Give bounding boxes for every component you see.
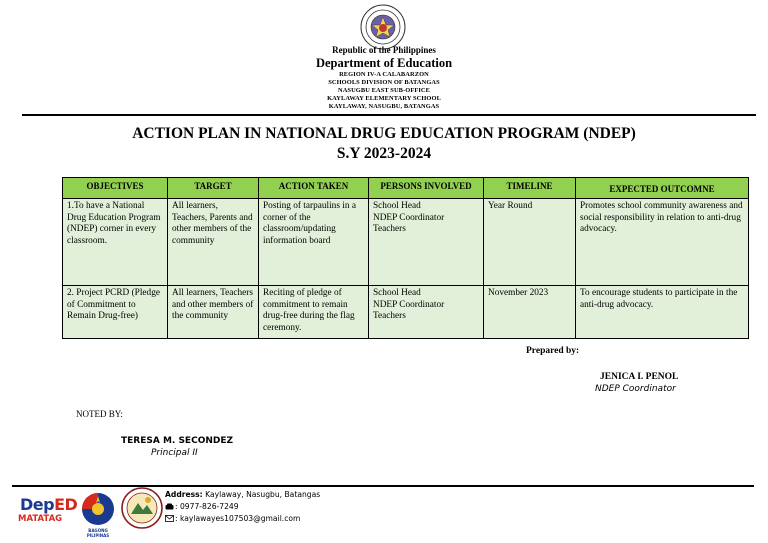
column-header: EXPECTED OUTCOMNE [576, 178, 749, 199]
column-header: OBJECTIVES [63, 178, 168, 199]
column-header: PERSONS INVOLVED [369, 178, 484, 199]
table-header-row [63, 178, 749, 199]
school-label: KAYLAWAY ELEMENTARY SCHOOL [327, 95, 441, 102]
action-cell: Posting of tarpaulins in a corner of the classroom/updating information board [259, 199, 369, 286]
deped-matatag-logo [18, 494, 78, 536]
footer-address [165, 490, 320, 499]
department-label: Department of Education [315, 56, 453, 70]
column-header: TIMELINE [484, 178, 576, 199]
outcome-cell: Promotes school community awareness and social responsibility in relation to anti-drug advocacy. [576, 199, 749, 286]
bagong-pilipinas-logo-icon [78, 490, 118, 536]
prepared-by-label: Prepared by: [526, 346, 580, 356]
school-year-title: S.Y 2023-2024 [336, 145, 432, 162]
prepared-by-role: NDEP Coordinator [595, 384, 676, 394]
email-address: : kaylawayes107503@gmail.com [175, 514, 301, 523]
noted-by-label: NOTED BY: [76, 409, 123, 419]
document-title: ACTION PLAN IN NATIONAL DRUG EDUCATION PROGRAM (NDEP) [132, 125, 636, 142]
persons-cell [369, 286, 484, 339]
person-item: Teachers [373, 224, 406, 235]
action-cell: Reciting of pledge of commitment to remain drug-free during the flag ceremony. [259, 286, 369, 339]
region-label: REGION IV-A CALABARZON [339, 71, 429, 78]
target-cell: All learners, Teachers and other members of the community [168, 286, 259, 339]
table-row [63, 286, 749, 339]
school-seal-icon [121, 487, 163, 529]
objectives-cell: 2. Project PCRD (Pledge of Commitment to Remain Drug-free) [63, 286, 168, 339]
action-plan-table [62, 177, 749, 339]
person-item: NDEP Coordinator [373, 212, 445, 223]
suboffice-label: NASUGBU EAST SUB-OFFICE [337, 87, 431, 94]
outcome-cell: To encourage students to participate in the anti-drug advocacy. [576, 286, 749, 339]
school-address-label: KAYLAWAY, NASUGBU, BATANGAS [328, 103, 440, 110]
address-value: Kaylaway, Nasugbu, Batangas [202, 490, 321, 499]
timeline-cell: November 2023 [484, 286, 576, 339]
email-icon [165, 515, 174, 522]
republic-label: Republic of the Philippines [332, 45, 436, 55]
phone-icon [165, 503, 174, 510]
phone-number: : 0977-826-7249 [175, 502, 239, 511]
column-header: ACTION TAKEN [259, 178, 369, 199]
prepared-by-name: JENICA I. PENOL [600, 372, 679, 382]
target-cell: All learners, Teachers, Parents and other members of the community [168, 199, 259, 286]
person-item: School Head [373, 288, 421, 298]
person-item: NDEP Coordinator [373, 299, 445, 310]
footer-phone [165, 502, 239, 511]
address-label: Address: [165, 490, 203, 499]
noted-by-role: Principal II [151, 448, 198, 458]
division-label: SCHOOLS DIVISION OF BATANGAS [328, 79, 440, 86]
timeline-cell: Year Round [484, 199, 576, 286]
noted-by-name: TERESA M. SECONDEZ [121, 436, 234, 446]
footer-email [165, 514, 300, 523]
deped-seal-icon [360, 4, 406, 50]
objectives-cell: 1.To have a National Drug Education Program (NDEP) corner in every classroom. [63, 199, 168, 286]
deped-wordmark: DepED [20, 495, 78, 514]
persons-cell [369, 199, 484, 286]
person-item: School Head [373, 201, 421, 211]
bagong-pilipinas-caption: BAGONG PILIPINAS [86, 528, 110, 538]
table-row [63, 199, 749, 286]
column-header: TARGET [168, 178, 259, 199]
header-divider [22, 114, 756, 116]
person-item: Teachers [373, 311, 406, 322]
matatag-wordmark: MATATAG [18, 514, 63, 524]
